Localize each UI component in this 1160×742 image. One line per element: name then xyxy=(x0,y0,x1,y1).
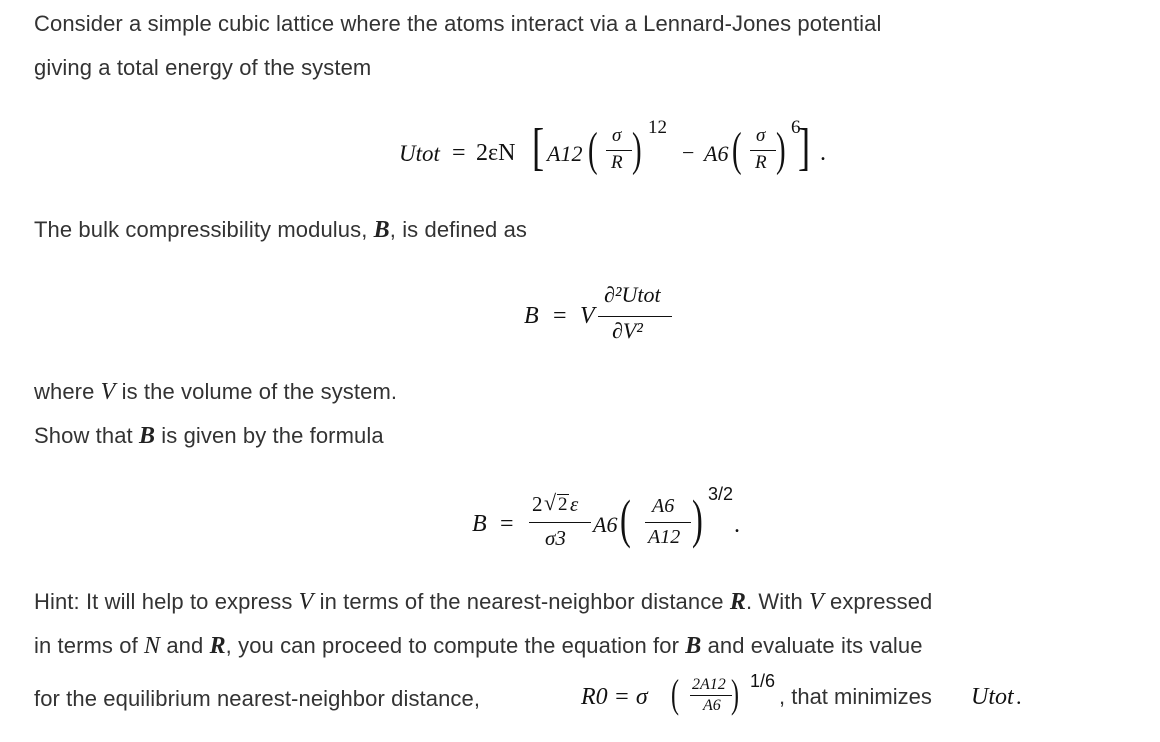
bres-exponent: 3/2 xyxy=(708,484,734,504)
bres-eps: ε xyxy=(570,492,579,516)
close-bracket: ] xyxy=(798,119,811,176)
bdef-v: V xyxy=(580,303,595,329)
r-2: R xyxy=(755,152,767,173)
p2-post: , is defined as xyxy=(389,217,528,242)
paragraph-line-2: giving a total energy of the system xyxy=(34,55,372,80)
paren-open-2: ( xyxy=(732,123,742,176)
paren-close-2: ) xyxy=(776,123,786,176)
p4-post: is given by the formula xyxy=(155,423,384,448)
bres-coef-a6: A6 xyxy=(593,512,618,537)
hint-l2-post: and evaluate its value xyxy=(701,633,923,658)
hint-l2-n: N xyxy=(144,633,161,659)
hint-l1-v: V xyxy=(298,589,314,615)
hint-l1-mid2: . With xyxy=(745,589,810,614)
bdef-equals: = xyxy=(553,303,567,329)
hint-l2-and: and xyxy=(160,633,210,658)
p4-pre: Show that xyxy=(34,423,139,448)
paren-open-1: ( xyxy=(588,123,598,176)
bres-lhs: B xyxy=(472,511,487,537)
hint-frac-denominator: A6 xyxy=(703,697,721,714)
p3-post: is the volume of the system. xyxy=(115,379,398,404)
p3-pre: where xyxy=(34,379,101,404)
coef-a12: A12 xyxy=(547,141,583,166)
hint-r0: R0 = σ xyxy=(581,684,648,710)
hint-l2-pre: in terms of xyxy=(34,633,145,658)
bres-root-arg: 2 xyxy=(558,494,568,515)
bres-period: . xyxy=(734,512,740,538)
utot-equals: = xyxy=(452,140,466,166)
hint-l3-pre: for the equilibrium nearest-neighbor distance, xyxy=(34,686,481,711)
bres-inner-denominator: A12 xyxy=(648,526,681,548)
bres-paren-open: ( xyxy=(620,489,631,549)
hint-l1-r: R xyxy=(729,589,746,615)
p4-var-b: B xyxy=(138,423,156,449)
hint-l3-post: . xyxy=(1016,684,1022,709)
sqrt-icon: √ xyxy=(544,490,557,515)
coef-a6: A6 xyxy=(704,141,729,166)
sigma-1: σ xyxy=(612,125,622,146)
bres-inner-numerator: A6 xyxy=(652,495,675,517)
r-1: R xyxy=(611,152,623,173)
hint-l1-mid: in terms of the nearest-neighbor distance xyxy=(313,589,730,614)
open-bracket: [ xyxy=(532,119,545,176)
bres-denominator: σ3 xyxy=(545,526,566,550)
paragraph-line-1: Consider a simple cubic lattice where the atoms interact via a Lennard-Jones potential xyxy=(34,11,882,36)
bdef-denominator: ∂V² xyxy=(612,318,643,343)
utot-prefactor: 2εN xyxy=(476,140,516,166)
hint-fraction-bar xyxy=(690,695,732,696)
sigma-2: σ xyxy=(756,125,766,146)
p2-var-b: B xyxy=(373,217,390,243)
hint-frac-numerator: 2A12 xyxy=(692,676,726,693)
hint-utot: Utot xyxy=(971,684,1014,710)
utot-period: . xyxy=(820,140,826,166)
bres-paren-close: ) xyxy=(692,489,703,549)
utot-lhs: Utot xyxy=(399,141,440,166)
hint-l3-mid: , that minimizes xyxy=(779,684,932,709)
hint-paren-open: ( xyxy=(671,671,679,716)
hint-l2-r: R xyxy=(209,633,226,659)
hint-l1-v2: V xyxy=(809,589,824,615)
p2-pre: The bulk compressibility modulus, xyxy=(34,217,374,242)
bres-numer-coef: 2 xyxy=(532,492,543,516)
exponent-12: 12 xyxy=(648,117,667,138)
bres-equals: = xyxy=(500,511,514,537)
hint-l1-pre: Hint: It will help to express xyxy=(34,589,299,614)
exponent-6: 6 xyxy=(791,117,801,138)
paren-close-1: ) xyxy=(632,123,642,176)
bdef-numerator: ∂²Utot xyxy=(604,282,661,307)
hint-paren-close: ) xyxy=(731,671,739,716)
bdef-lhs: B xyxy=(524,303,539,329)
hint-l1-post: expressed xyxy=(823,589,933,614)
hint-exponent: 1/6 xyxy=(750,671,776,691)
minus-sign: − xyxy=(682,140,695,165)
hint-l2-mid: , you can proceed to compute the equation for xyxy=(225,633,686,658)
hint-l2-b: B xyxy=(685,633,702,659)
p3-var-v: V xyxy=(100,379,116,405)
